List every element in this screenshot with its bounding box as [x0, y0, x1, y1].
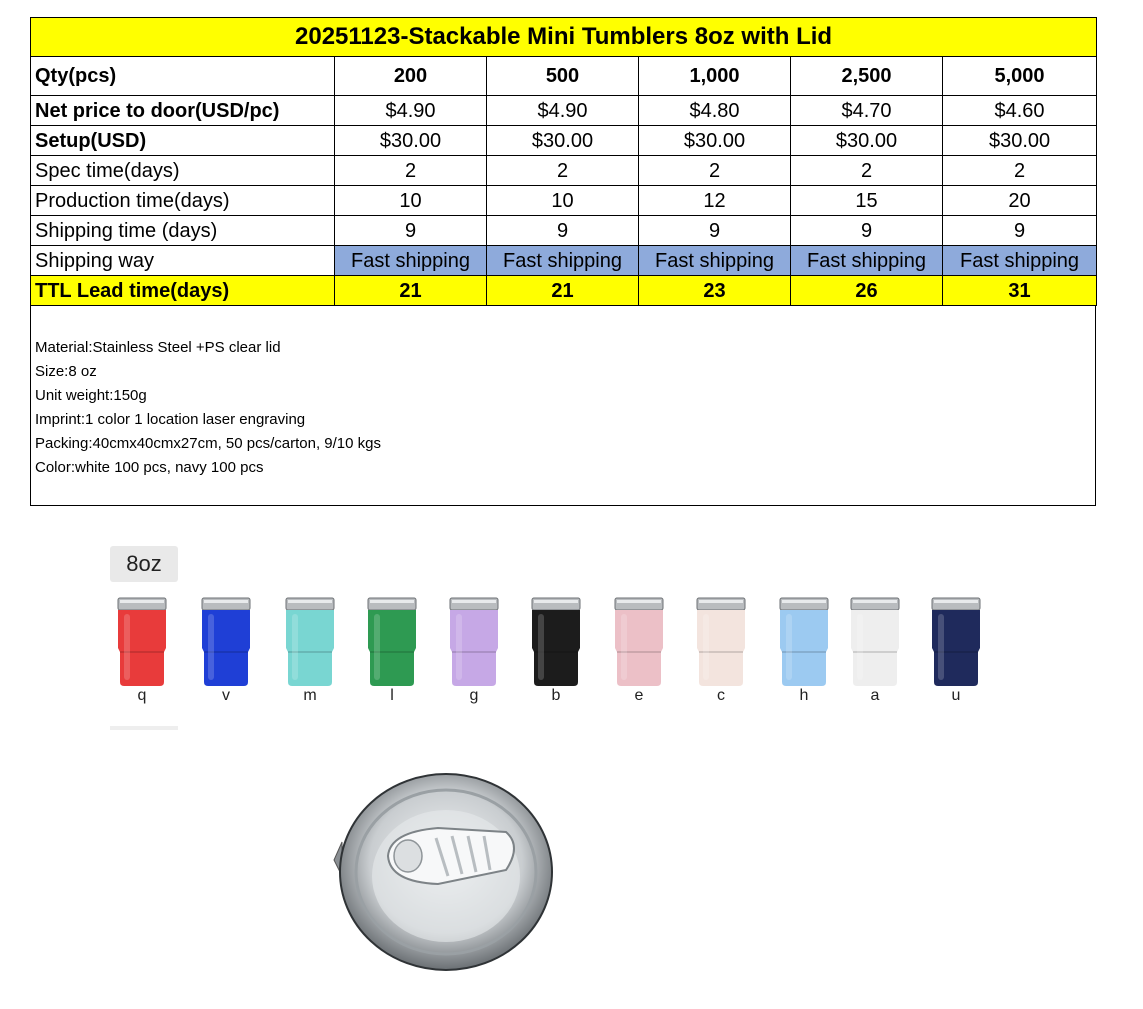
cell: 10 [487, 186, 639, 216]
tumbler-swatch-e [609, 596, 669, 711]
tumbler-icon [362, 596, 422, 688]
cell: Fast shipping [639, 246, 791, 276]
row-label: Qty(pcs) [31, 57, 335, 96]
cell: 21 [487, 276, 639, 306]
cell: 9 [487, 216, 639, 246]
cell: 9 [335, 216, 487, 246]
row-production-time [31, 186, 1097, 216]
tumbler-swatch-a [845, 596, 905, 711]
row-label: Shipping time (days) [31, 216, 335, 246]
swatch-label: e [634, 687, 644, 704]
badge-divider [110, 726, 178, 730]
tumbler-icon [609, 596, 669, 688]
cell: 31 [943, 276, 1097, 306]
tumbler-icon [280, 596, 340, 688]
cell: $30.00 [791, 126, 943, 156]
spec-packing: Packing:40cmx40cmx27cm, 50 pcs/carton, 9/10 kgs [35, 435, 381, 452]
tumbler-swatch-b [526, 596, 586, 711]
spec-imprint: Imprint:1 color 1 location laser engraving [35, 411, 306, 428]
cell: 20 [943, 186, 1097, 216]
row-shipping-way [31, 246, 1097, 276]
cell: 10 [335, 186, 487, 216]
row-net-price [31, 96, 1097, 126]
spec-unit-weight: Unit weight:150g [35, 387, 147, 404]
cell: 26 [791, 276, 943, 306]
cell: $4.60 [943, 96, 1097, 126]
cell: 1,000 [639, 57, 791, 96]
tumbler-icon [526, 596, 586, 688]
swatch-label: g [469, 687, 479, 704]
color-swatch-row [100, 596, 1000, 711]
cell: 200 [335, 57, 487, 96]
cell: 12 [639, 186, 791, 216]
row-label: Shipping way [31, 246, 335, 276]
row-label: Net price to door(USD/pc) [31, 96, 335, 126]
size-badge: 8oz [110, 546, 178, 582]
cell: 15 [791, 186, 943, 216]
cell: 2 [335, 156, 487, 186]
clear-lid-image [328, 772, 556, 972]
quote-table [30, 17, 1097, 306]
cell: Fast shipping [335, 246, 487, 276]
row-label: Spec time(days) [31, 156, 335, 186]
tumbler-icon [444, 596, 504, 688]
spec-list [31, 306, 1095, 480]
cell: 500 [487, 57, 639, 96]
tumbler-icon [112, 596, 172, 688]
swatch-label: b [551, 687, 561, 704]
swatch-label: q [137, 687, 147, 704]
cell: $30.00 [335, 126, 487, 156]
swatch-label: h [799, 687, 809, 704]
tumbler-swatch-m [280, 596, 340, 711]
row-label: TTL Lead time(days) [31, 276, 335, 306]
tumbler-swatch-g [444, 596, 504, 711]
cell: 21 [335, 276, 487, 306]
spec-material: Material:Stainless Steel +PS clear lid [35, 339, 281, 356]
swatch-label: l [390, 687, 394, 704]
row-label: Production time(days) [31, 186, 335, 216]
spec-color: Color:white 100 pcs, navy 100 pcs [35, 459, 264, 476]
cell: 2 [943, 156, 1097, 186]
cell: Fast shipping [943, 246, 1097, 276]
cell: $4.70 [791, 96, 943, 126]
tumbler-icon [845, 596, 905, 688]
row-label: Setup(USD) [31, 126, 335, 156]
cell: 23 [639, 276, 791, 306]
swatch-label: a [870, 687, 880, 704]
cell: $4.80 [639, 96, 791, 126]
cell: $30.00 [487, 126, 639, 156]
cell: 2 [791, 156, 943, 186]
cell: 5,000 [943, 57, 1097, 96]
tumbler-icon [926, 596, 986, 688]
swatch-label: c [717, 687, 725, 704]
tumbler-swatch-q [112, 596, 172, 711]
cell: 2,500 [791, 57, 943, 96]
row-ttl-lead-time [31, 276, 1097, 306]
cell: Fast shipping [487, 246, 639, 276]
cell: $30.00 [639, 126, 791, 156]
row-qty [31, 57, 1097, 96]
tumbler-icon [196, 596, 256, 688]
tumbler-swatch-l [362, 596, 422, 711]
cell: 9 [639, 216, 791, 246]
cell: 2 [639, 156, 791, 186]
swatch-label: m [303, 687, 317, 704]
row-setup [31, 126, 1097, 156]
cell: 9 [943, 216, 1097, 246]
tumbler-swatch-u [926, 596, 986, 711]
tumbler-swatch-v [196, 596, 256, 711]
row-spec-time [31, 156, 1097, 186]
cell: 2 [487, 156, 639, 186]
cell: 9 [791, 216, 943, 246]
tumbler-icon [691, 596, 751, 688]
tumbler-swatch-c [691, 596, 751, 711]
swatch-label: u [951, 687, 961, 704]
spec-box [30, 306, 1096, 506]
tumbler-icon [774, 596, 834, 688]
spec-size: Size:8 oz [35, 363, 97, 380]
tumbler-swatch-h [774, 596, 834, 711]
row-shipping-time [31, 216, 1097, 246]
cell: $4.90 [335, 96, 487, 126]
cell: Fast shipping [791, 246, 943, 276]
cell: $4.90 [487, 96, 639, 126]
swatch-label: v [222, 687, 230, 704]
cell: $30.00 [943, 126, 1097, 156]
quote-title: 20251123-Stackable Mini Tumblers 8oz with Lid [31, 18, 1097, 57]
